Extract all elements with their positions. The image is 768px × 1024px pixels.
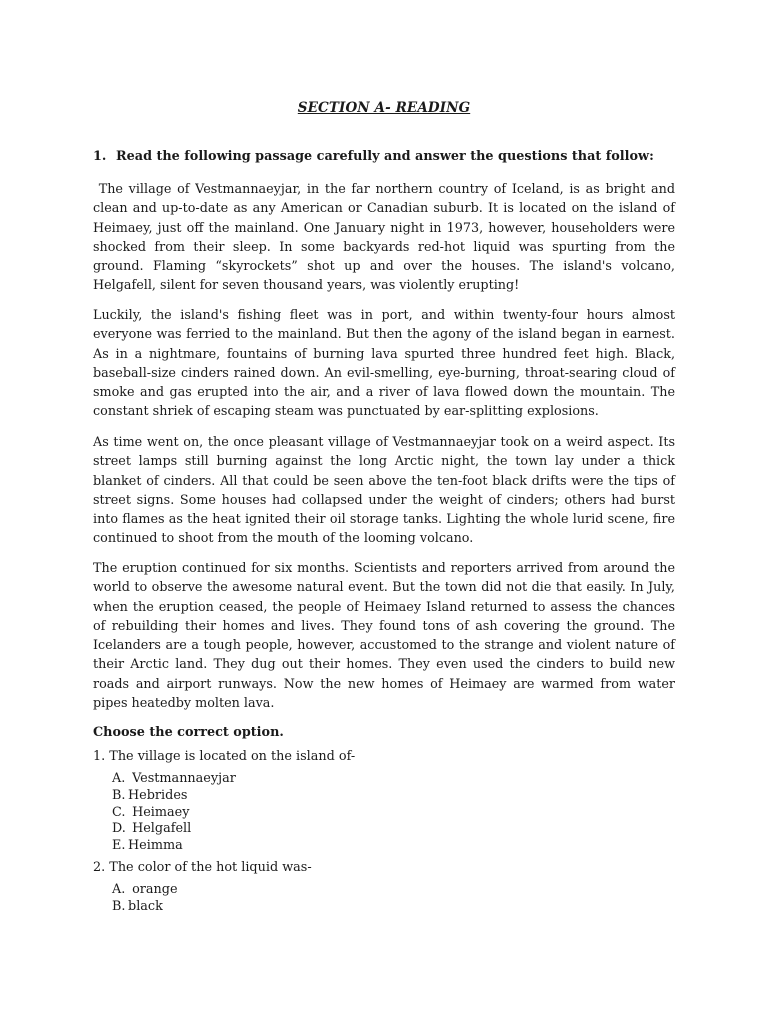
option-item (112, 805, 236, 822)
option-text: Vestmannaeyjar (132, 771, 236, 786)
option-letter: A. (112, 771, 126, 786)
option-item (112, 821, 236, 838)
option-text: Heimaey (132, 804, 190, 820)
passage-paragraph-4: The eruption continued for six months. Scientists and reporters arrived from around the world to observe the awesome natural event. But the town did not die that easily. In July, when the eruption ceased, the people of Heimaey Island returned to assess the chances of rebuilding their homes and lives. They found tons of ash covering the ground. The Icelanders are a tough people, however, accustomed to the strange and violent nature of their Arctic land. They dug out their homes. They even used the cinders to build new roads and airport runways. Now the new homes of Heimaey are warmed from water pipes heatedby molten lava. (93, 561, 675, 712)
passage-paragraph-2: Luckily, the island's fishing fleet was in port, and within twenty-four hours almost everyone was ferried to the mainland. But then the agony of the island began in earnest. As in a nightmare, fountains of burning lava spurted three hundred feet high. Black, baseball-size cinders rained down. An evil-smelling, eye-burning, throat-searing cloud of smoke and gas erupted into the air, and a river of lava flowed down the mountain. The constant shriek of escaping steam was punctuated by ear-splitting explosions. (93, 308, 675, 420)
question-2-options (112, 882, 178, 916)
question-2: 2. The color of the hot liquid was- (93, 860, 312, 875)
instruction-number: 1. (93, 149, 107, 164)
option-text: orange (132, 882, 178, 897)
option-letter: C. (112, 804, 126, 820)
option-letter: B. (112, 787, 126, 803)
passage-paragraph-1: The village of Vestmannaeyjar, in the far northern country of Iceland, is as bright and clean and up-to-date as any American or Canadian suburb. It is located on the island of Heimaey, just off the mainland. One January night in 1973, however, householders were shocked from their sleep. In some backyards red-hot liquid was spurting from the ground. Flaming “skyrockets” shot up and over the houses. The island's volcano, Helgafell, silent for seven thousand years, was violently erupting! (93, 182, 680, 294)
option-item (112, 838, 236, 855)
option-item (112, 899, 178, 916)
instruction (93, 149, 675, 164)
option-text: Heimma (128, 838, 183, 854)
section-title: SECTION A- READING (297, 100, 471, 116)
passage-paragraph-3: As time went on, the once pleasant village of Vestmannaeyjar took on a weird aspect. Its street lamps still burning against the long Arctic night, the town lay under a thick blanket of cinders. All that could be seen above the ten-foot black drifts were the tips of street signs. Some houses had collapsed under the weight of cinders; others had burst into flames as the heat ignited their oil storage tanks. Lighting the whole lurid scene, fire continued to shoot from the mouth of the looming volcano. (93, 435, 675, 547)
option-item (112, 788, 236, 805)
option-letter: E. (112, 838, 126, 854)
question-1-options (112, 771, 236, 855)
option-text: Hebrides (128, 787, 188, 803)
option-text: Helgafell (132, 821, 192, 837)
option-letter: B. (112, 898, 126, 914)
option-item (112, 771, 236, 788)
choose-option-label: Choose the correct option. (93, 725, 284, 740)
instruction-text: Read the following passage carefully and answer the questions that follow: (116, 149, 654, 164)
option-letter: D. (112, 821, 126, 837)
option-letter: A. (112, 882, 126, 897)
document-page (93, 0, 680, 1024)
question-1: 1. The village is located on the island of- (93, 749, 356, 764)
option-item (112, 882, 178, 899)
option-text: black (128, 898, 163, 914)
